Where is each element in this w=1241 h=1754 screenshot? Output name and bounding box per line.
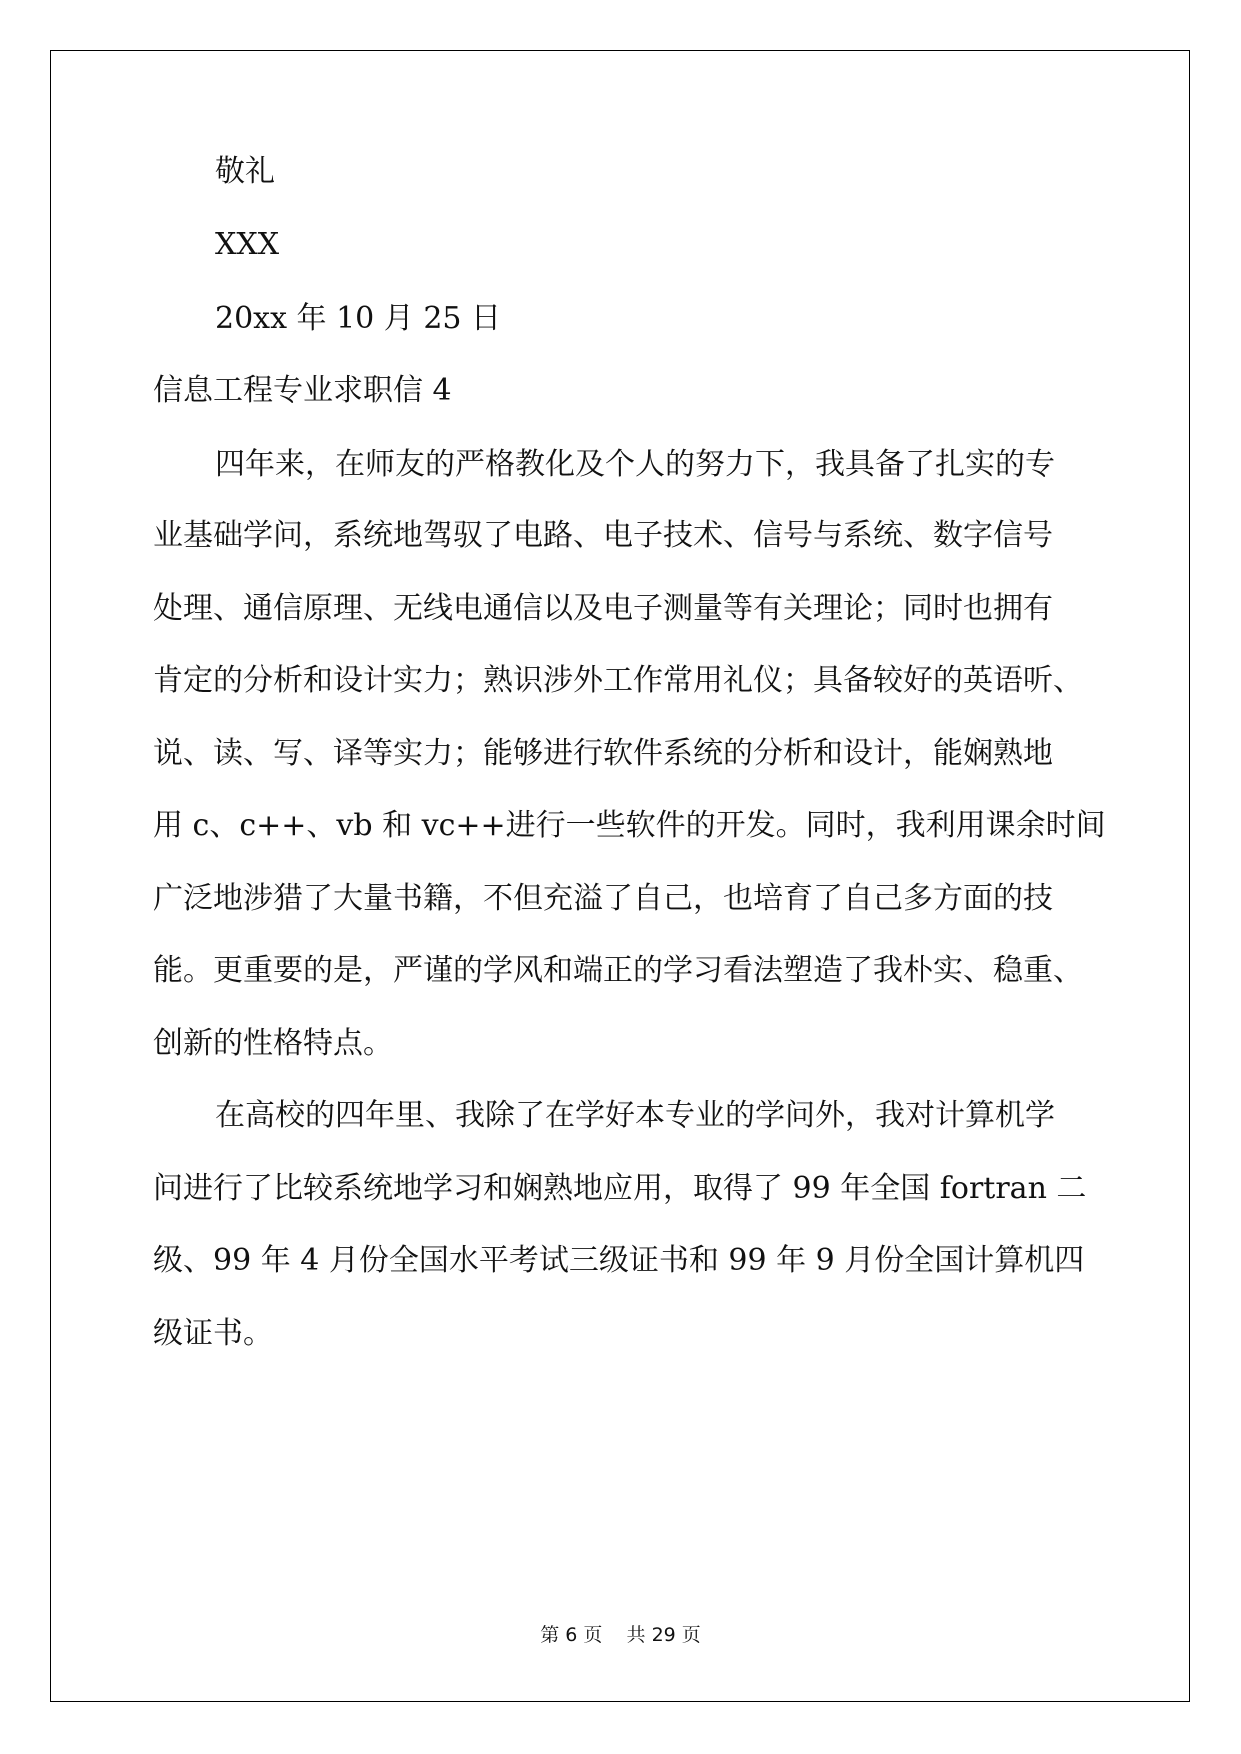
paragraph2-line: 级、99 年 4 月份全国水平考试三级证书和 99 年 9 月份全国计算机四 [153,1243,1085,1278]
paragraph1-line: 肯定的分析和设计实力；熟识涉外工作常用礼仪；具备较好的英语听、 [153,663,1083,698]
closing-signature: XXX [215,227,280,262]
paragraph1-line: 业基础学问，系统地驾驭了电路、电子技术、信号与系统、数字信号 [153,518,1053,553]
paragraph1-line: 说、读、写、译等实力；能够进行软件系统的分析和设计，能娴熟地 [153,736,1053,771]
closing-date: 20xx 年 10 月 25 日 [215,301,502,336]
paragraph1-line: 创新的性格特点。 [153,1026,393,1061]
paragraph1-line: 处理、通信原理、无线电通信以及电子测量等有关理论；同时也拥有 [153,591,1053,626]
paragraph2-line: 在高校的四年里、我除了在学好本专业的学问外，我对计算机学 [215,1098,1055,1133]
paragraph1-line: 广泛地涉猎了大量书籍，不但充溢了自己，也培育了自己多方面的技 [153,881,1053,916]
closing-salutation: 敬礼 [215,154,275,189]
page-border [50,50,1190,1702]
section-heading: 信息工程专业求职信 4 [153,373,452,408]
paragraph2-line: 级证书。 [153,1316,273,1351]
paragraph2-line: 问进行了比较系统地学习和娴熟地应用，取得了 99 年全国 fortran 二 [153,1171,1087,1206]
paragraph1-line: 四年来，在师友的严格教化及个人的努力下，我具备了扎实的专 [215,447,1055,482]
page-footer: 第 6 页 共 29 页 [540,1624,701,1646]
paragraph1-line: 用 c、c++、vb 和 vc++进行一些软件的开发。同时，我利用课余时间 [153,808,1106,843]
paragraph1-line: 能。更重要的是，严谨的学风和端正的学习看法塑造了我朴实、稳重、 [153,953,1083,988]
